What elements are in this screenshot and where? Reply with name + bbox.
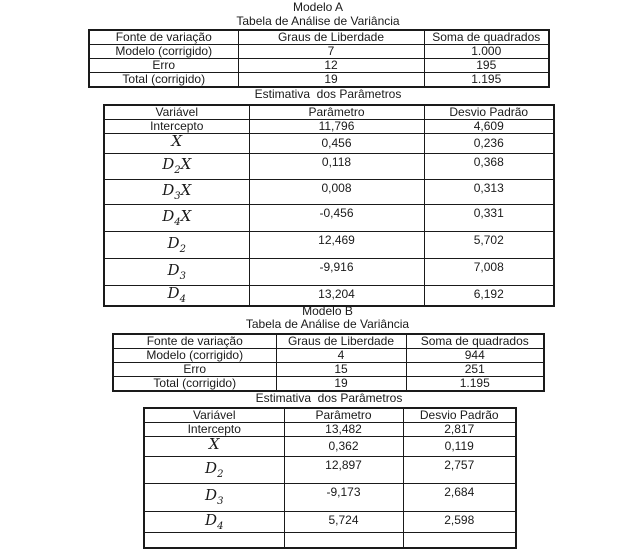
df-cell: 4 [276, 349, 406, 363]
variable-cell [104, 232, 249, 259]
param-cell: 0,456 [249, 134, 424, 154]
table-header-row [104, 105, 554, 120]
header-parametro: Parâmetro [249, 105, 424, 120]
table-row [104, 120, 554, 134]
math-subscript: 4 [174, 216, 181, 228]
param-cell: 0,118 [249, 154, 424, 180]
table-row [89, 45, 549, 59]
math-base: D [167, 285, 180, 302]
df-cell: 19 [238, 73, 424, 88]
table-row [144, 457, 516, 484]
variable-math-label [167, 233, 186, 255]
sd-cell: 7,008 [424, 259, 554, 286]
header-soma-quadrados: Soma de quadrados [424, 30, 549, 45]
math-subscript: 2 [179, 243, 186, 255]
model-a-anova-table [88, 29, 550, 88]
table-header-row [89, 30, 549, 45]
df-cell: 12 [238, 59, 424, 73]
header-variavel: Variável [104, 105, 249, 120]
source-cell: Modelo (corrigido) [89, 45, 238, 59]
table-row [89, 59, 549, 73]
math-tail: X [180, 180, 192, 199]
source-cell: Modelo (corrigido) [113, 349, 276, 363]
math-base: D [162, 180, 175, 199]
math-base: D [167, 260, 180, 279]
sd-cell: 5,702 [424, 232, 554, 259]
model-a-params-table [103, 104, 555, 307]
header-desvio-padrao: Desvio Padrão [424, 105, 554, 120]
ss-cell: 1.195 [424, 73, 549, 88]
sd-cell [403, 533, 516, 548]
math-base: D [162, 206, 175, 225]
table-row [144, 437, 516, 457]
table-row [113, 377, 544, 392]
param-cell: 0,008 [249, 180, 424, 205]
ss-cell: 251 [406, 363, 544, 377]
variable-label: Intercepto [150, 119, 204, 133]
model-b-params-table [143, 407, 517, 549]
model-b-title: Modelo B [302, 304, 353, 318]
sd-cell: 2,684 [403, 484, 516, 512]
variable-label: Intercepto [187, 422, 241, 436]
table-row [104, 232, 554, 259]
sd-cell: 2,817 [403, 423, 516, 437]
math-base: D [162, 155, 175, 173]
param-cell: 13,482 [284, 423, 403, 437]
math-base: D [167, 233, 180, 252]
math-subscript: 3 [179, 270, 186, 282]
variable-math-label [167, 260, 186, 282]
math-tail: X [180, 155, 192, 173]
math-base: D [205, 458, 218, 477]
param-cell: -0,456 [249, 205, 424, 232]
table-row [104, 180, 554, 205]
variable-cell [104, 286, 249, 307]
table-row [104, 134, 554, 154]
sd-cell: 6,192 [424, 286, 554, 307]
math-base: X [208, 436, 220, 453]
model-a-params-caption: Estimativa dos Parâmetros [254, 87, 402, 101]
table-header-row [144, 408, 516, 423]
math-subscript: 3 [217, 496, 224, 507]
model-b-anova-caption: Tabela de Análise de Variância [245, 317, 410, 331]
df-cell: 19 [276, 377, 406, 392]
math-subscript: 2 [174, 165, 181, 176]
variable-cell [144, 437, 284, 457]
source-cell: Total (corrigido) [113, 377, 276, 392]
table-row [144, 484, 516, 512]
header-variavel: Variável [144, 408, 284, 423]
variable-cell [144, 423, 284, 437]
table-header-row [113, 334, 544, 349]
header-fonte-variacao: Fonte de variação [113, 334, 276, 349]
header-desvio-padrao: Desvio Padrão [403, 408, 516, 423]
sd-cell: 0,236 [424, 134, 554, 154]
variable-math-label [162, 155, 192, 176]
math-subscript: 4 [217, 520, 224, 532]
table-row [104, 259, 554, 286]
variable-math-label [205, 458, 224, 480]
param-cell: 0,362 [284, 437, 403, 457]
table-row [104, 205, 554, 232]
sd-cell: 0,368 [424, 154, 554, 180]
ss-cell: 1.000 [424, 45, 549, 59]
source-cell: Total (corrigido) [89, 73, 238, 88]
param-cell: -9,173 [284, 484, 403, 512]
variable-math-label [168, 286, 186, 303]
variable-cell [104, 120, 249, 134]
source-cell: Erro [89, 59, 238, 73]
header-graus-liberdade: Graus de Liberdade [276, 334, 406, 349]
model-b-params-caption: Estimativa dos Parâmetros [255, 391, 403, 405]
df-cell: 7 [238, 45, 424, 59]
sd-cell: 2,757 [403, 457, 516, 484]
sd-cell: 2,598 [403, 512, 516, 533]
df-cell: 15 [276, 363, 406, 377]
variable-cell [104, 180, 249, 205]
variable-math-label [162, 180, 192, 202]
table-row [144, 423, 516, 437]
variable-math-label [205, 511, 224, 532]
table-row [113, 349, 544, 363]
header-fonte-variacao: Fonte de variação [89, 30, 238, 45]
model-a-title: Modelo A [292, 0, 344, 14]
math-base: D [205, 486, 218, 504]
param-cell: 11,796 [249, 120, 424, 134]
variable-cell [144, 457, 284, 484]
param-cell: 13,204 [249, 286, 424, 307]
param-cell: 12,897 [284, 457, 403, 484]
param-cell [284, 533, 403, 548]
header-soma-quadrados: Soma de quadrados [406, 334, 544, 349]
model-b-anova-table [112, 333, 545, 392]
variable-math-label [209, 437, 220, 454]
ss-cell: 944 [406, 349, 544, 363]
math-subscript: 3 [174, 190, 181, 202]
ss-cell: 1.195 [406, 377, 544, 392]
math-subscript: 2 [217, 468, 224, 480]
variable-math-label [205, 486, 224, 507]
table-row [89, 73, 549, 88]
sd-cell: 4,609 [424, 120, 554, 134]
sd-cell: 0,119 [403, 437, 516, 457]
header-graus-liberdade: Graus de Liberdade [238, 30, 424, 45]
param-cell: 12,469 [249, 232, 424, 259]
model-a-anova-caption: Tabela de Análise de Variância [236, 14, 400, 28]
variable-cell [144, 512, 284, 533]
table-row [144, 512, 516, 533]
ss-cell: 195 [424, 59, 549, 73]
variable-cell [144, 484, 284, 512]
param-cell: 5,724 [284, 512, 403, 533]
source-cell: Erro [113, 363, 276, 377]
table-row [104, 286, 554, 307]
variable-cell [104, 259, 249, 286]
header-parametro: Parâmetro [284, 408, 403, 423]
table-row-clipped [144, 533, 516, 548]
sd-cell: 0,313 [424, 180, 554, 205]
variable-cell [104, 154, 249, 180]
math-tail: X [180, 206, 192, 225]
math-base: D [205, 511, 218, 529]
table-row [104, 154, 554, 180]
param-cell: -9,916 [249, 259, 424, 286]
table-row [113, 363, 544, 377]
variable-cell [104, 134, 249, 154]
sd-cell: 0,331 [424, 205, 554, 232]
variable-math-label [162, 206, 192, 228]
variable-cell [144, 533, 284, 548]
math-base: X [171, 133, 183, 150]
variable-cell [104, 205, 249, 232]
variable-math-label [171, 134, 182, 151]
math-subscript: 4 [179, 294, 186, 305]
